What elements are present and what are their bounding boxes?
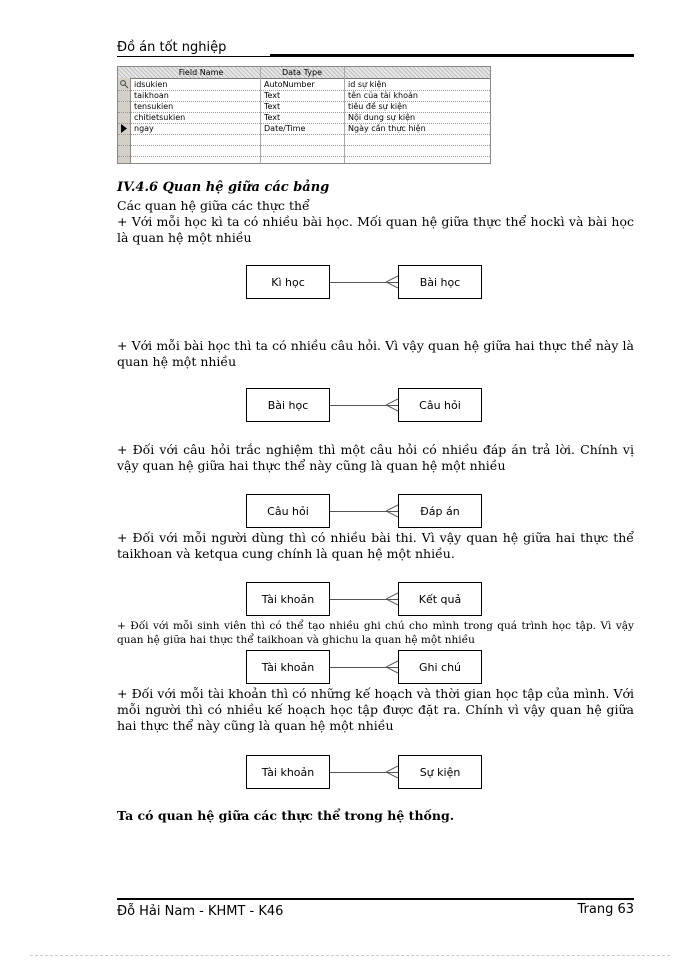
cell-field-name: idsukien (134, 80, 168, 89)
entity-box: Bài học (246, 388, 330, 422)
table-design-view (117, 66, 491, 164)
page-edge (30, 955, 670, 956)
footer-author: Đỗ Hải Nam - KHMT - K46 (117, 904, 284, 919)
conclusion-text: Ta có quan hệ giữa các thực thể trong hệ thống. (117, 808, 455, 823)
table-header (118, 67, 490, 79)
cell-data-type: Text (264, 102, 281, 111)
column-header-field-name: Field Name (178, 68, 224, 77)
entity-box: Bài học (398, 265, 482, 299)
column-header-data-type: Data Type (281, 68, 323, 77)
header-divider (117, 56, 634, 57)
crows-foot-icon (386, 504, 398, 518)
cell-data-type: Text (264, 91, 281, 100)
entity-box: Kết quả (398, 582, 482, 616)
cell-field-name: chitietsukien (134, 113, 186, 122)
header-title: Đồ án tốt nghiệp (117, 40, 227, 55)
cell-description: id sự kiện (348, 80, 387, 89)
cell-field-name: tensukien (134, 102, 174, 111)
crows-foot-icon (386, 765, 398, 779)
cell-description: tên của tài khoản (348, 91, 418, 100)
paragraph: + Đối với mỗi người dùng thì có nhiều bài thi. Vì vậy quan hệ giữa hai thực thể taikhoan và ketqua cung chính là quan hệ một nhiều. (117, 530, 634, 561)
entity-box: Tài khoản (246, 650, 330, 684)
section-intro: Các quan hệ giữa các thực thể (117, 198, 310, 213)
paragraph: + Đối với mỗi tài khoản thì có những kế hoạch và thời gian học tập của mình. Với mỗi người thì có nhiều kế hoạch học tập được đặt ra. Chính vì vậy quan hệ giữa hai thực thể này cũng là quan hệ một nhiều (117, 686, 634, 733)
cell-field-name: ngay (134, 124, 154, 133)
primary-key-icon (120, 80, 129, 89)
current-row-arrow-icon (120, 124, 128, 133)
cell-data-type: Text (264, 113, 281, 122)
crows-foot-icon (386, 660, 398, 674)
crows-foot-icon (386, 275, 398, 289)
footer-divider (117, 898, 634, 900)
cell-data-type: AutoNumber (264, 80, 315, 89)
crows-foot-icon (386, 398, 398, 412)
paragraph: + Đối với câu hỏi trắc nghiệm thì một câu hỏi có nhiều đáp án trả lời. Chính vị vậy quan hệ giữa hai thực thể này cũng là quan hệ một nhiều (117, 442, 634, 473)
cell-description: Ngày cần thực hiện (348, 124, 426, 133)
entity-box: Tài khoản (246, 582, 330, 616)
entity-box: Ghi chú (398, 650, 482, 684)
table-row-empty[interactable] (118, 145, 490, 157)
page-number: Trang 63 (577, 902, 634, 917)
cell-data-type: Date/Time (264, 124, 306, 133)
cell-field-name: taikhoan (134, 91, 169, 100)
entity-box: Câu hỏi (246, 494, 330, 528)
entity-box: Sự kiện (398, 755, 482, 789)
entity-box: Tài khoản (246, 755, 330, 789)
cell-description: Nội dung sự kiện (348, 113, 416, 122)
paragraph: + Với mỗi học kì ta có nhiều bài học. Mối quan hệ giữa thực thể hockì và bài học là quan hệ một nhiều (117, 214, 634, 245)
paragraph: + Với mỗi bài học thì ta có nhiều câu hỏi. Vì vậy quan hệ giữa hai thực thể này là quan hệ một nhiều (117, 338, 634, 369)
crows-foot-icon (386, 592, 398, 606)
header-divider-thick (270, 54, 634, 56)
section-heading: IV.4.6 Quan hệ giữa các bảng (117, 180, 330, 195)
cell-description: tiêu đề sự kiện (348, 102, 408, 111)
paragraph: + Đối với mỗi sinh viên thì có thể tạo nhiều ghi chú cho mình trong quá trình học tập. Vì vậy quan hệ giữa hai thực thể taikhoan và ghichu la quan hệ một nhiều (117, 620, 634, 646)
entity-box: Kì học (246, 265, 330, 299)
entity-box: Đáp án (398, 494, 482, 528)
entity-box: Câu hỏi (398, 388, 482, 422)
